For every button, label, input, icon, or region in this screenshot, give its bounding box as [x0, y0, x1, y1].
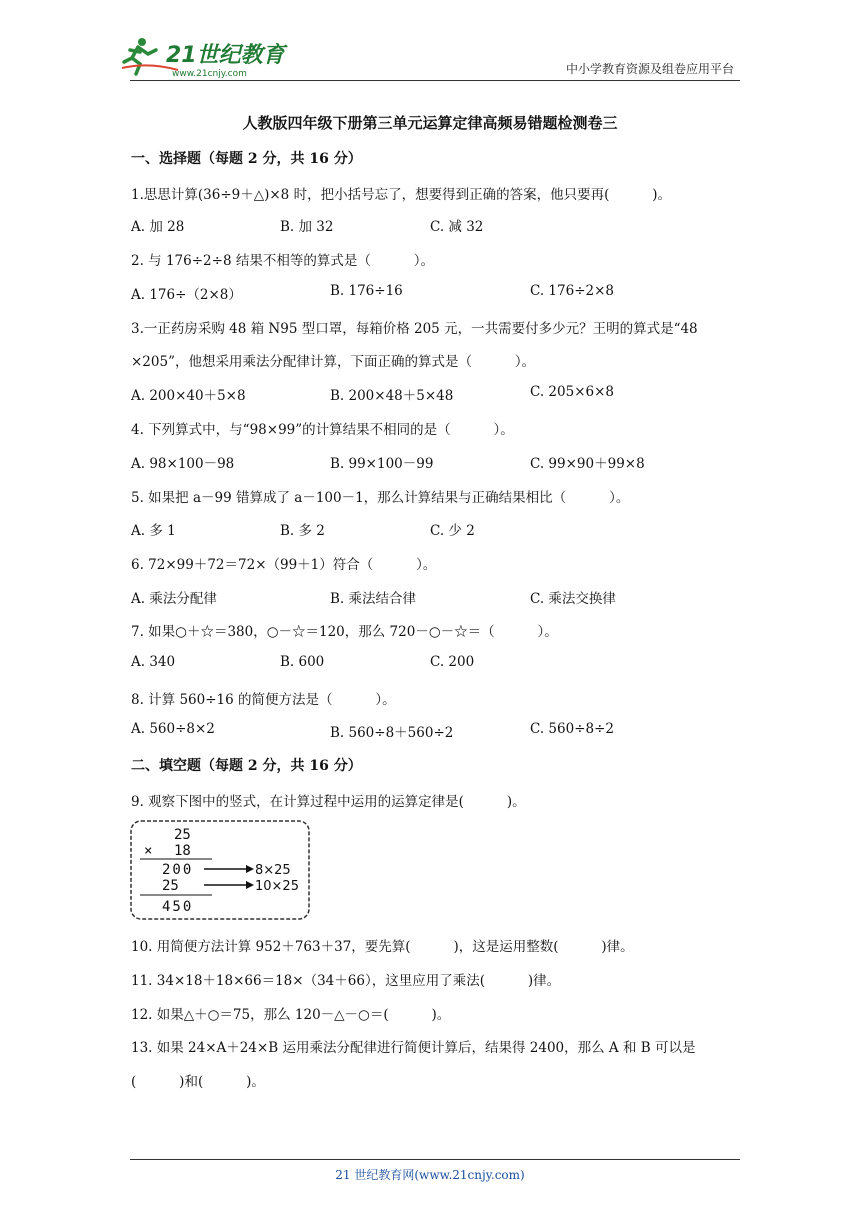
- footer-divider: [130, 1159, 740, 1160]
- site-logo: [118, 34, 293, 82]
- q5-option-b: B. 多 2: [280, 523, 325, 539]
- q7-option-c: C. 200: [430, 654, 475, 670]
- question-13-line1: 13. 如果 24×A＋24×B 运用乘法分配律进行简便计算后，结果得 2400，那么 A 和 B 可以是: [131, 1040, 696, 1056]
- q2-option-a: A. 176÷（2×8）: [131, 287, 242, 303]
- q4-option-a: A. 98×100－98: [131, 456, 235, 472]
- q8-option-c: C. 560÷8÷2: [530, 721, 614, 737]
- calc-multiplier: 18: [174, 843, 191, 859]
- q3-option-c: C. 205×6×8: [530, 384, 614, 400]
- question-5: 5. 如果把 a－99 错算成了 a－100－1，那么计算结果与正确结果相比（ ）。: [131, 490, 630, 506]
- q1-option-a: A. 加 28: [131, 219, 185, 235]
- calc-annotation-2: 10×25: [255, 879, 299, 894]
- header-platform-text: 中小学教育资源及组卷应用平台: [565, 62, 734, 76]
- question-3-line2: ×205”，他想采用乘法分配律计算，下面正确的算式是（ ）。: [131, 354, 536, 370]
- section-heading-choice: 一、选择题（每题 2 分，共 16 分）: [131, 151, 362, 167]
- q5-option-a: A. 多 1: [131, 523, 176, 539]
- q6-option-c: C. 乘法交换律: [530, 591, 616, 607]
- page-header: [0, 0, 860, 90]
- q2-option-b: B. 176÷16: [330, 283, 403, 299]
- q4-option-c: C. 99×90＋99×8: [530, 456, 645, 472]
- question-11: 11. 34×18＋18×66＝18×（34＋66），这里应用了乘法( )律。: [131, 973, 561, 989]
- svg-text:21世纪教育: 21世纪教育: [166, 43, 285, 68]
- q6-option-b: B. 乘法结合律: [330, 591, 417, 607]
- vertical-multiplication-figure: [130, 820, 310, 920]
- question-4: 4. 下列算式中，与“98×99”的计算结果不相同的是（ ）。: [131, 422, 514, 438]
- q6-option-a: A. 乘法分配律: [131, 591, 217, 607]
- question-6: 6. 72×99＋72＝72×（99＋1）符合（ ）。: [131, 557, 437, 573]
- question-12: 12. 如果△＋○＝75，那么 120－△－○＝( )。: [131, 1007, 451, 1023]
- question-7: 7. 如果○＋☆＝380，○－☆＝120，那么 720－○－☆＝（ ）。: [131, 624, 558, 640]
- q7-option-b: B. 600: [280, 654, 325, 670]
- question-2: 2. 与 176÷2÷8 结果不相等的算式是（ ）。: [131, 253, 434, 269]
- question-13-line2: ( )和( )。: [131, 1074, 265, 1090]
- calc-partial-1: 200: [162, 862, 194, 878]
- page-title: 人教版四年级下册第三单元运算定律高频易错题检测卷三: [242, 114, 618, 132]
- q7-option-a: A. 340: [131, 654, 176, 670]
- q4-option-b: B. 99×100－99: [330, 456, 434, 472]
- calc-annotation-1: 8×25: [255, 863, 291, 878]
- q5-option-c: C. 少 2: [430, 523, 475, 539]
- q1-option-c: C. 减 32: [430, 219, 484, 235]
- question-10: 10. 用简便方法计算 952＋763＋37，要先算( )，这是运用整数( )律。: [131, 939, 634, 955]
- calc-multiplicand: 25: [174, 827, 191, 843]
- q8-option-a: A. 560÷8×2: [131, 721, 215, 737]
- footer-text: 21 世纪教育网(www.21cnjy.com): [335, 1168, 525, 1182]
- calc-operator: ×: [144, 843, 153, 859]
- question-3-line1: 3.一正药房采购 48 箱 N95 型口罩，每箱价格 205 元，一共需要付多少元？王明的算式是“48: [131, 321, 698, 337]
- question-8: 8. 计算 560÷16 的简便方法是（ ）。: [131, 692, 396, 708]
- q3-option-b: B. 200×48＋5×48: [330, 388, 454, 404]
- calc-sum: 450: [162, 899, 194, 915]
- header-divider: [130, 80, 740, 81]
- calc-partial-2: 25: [162, 878, 179, 894]
- question-9: 9. 观察下图中的竖式，在计算过程中运用的运算定律是( )。: [131, 794, 526, 810]
- svg-text:www.21cnjy.com: www.21cnjy.com: [172, 69, 247, 79]
- q1-option-b: B. 加 32: [280, 219, 334, 235]
- section-heading-fill: 二、填空题（每题 2 分，共 16 分）: [131, 758, 362, 774]
- q8-option-b: B. 560÷8＋560÷2: [330, 725, 454, 741]
- q3-option-a: A. 200×40＋5×8: [131, 388, 246, 404]
- question-1: 1.思思计算(36÷9＋△)×8 时，把小括号忘了，想要得到正确的答案，他只要再( )。: [131, 187, 672, 203]
- q2-option-c: C. 176÷2×8: [530, 283, 614, 299]
